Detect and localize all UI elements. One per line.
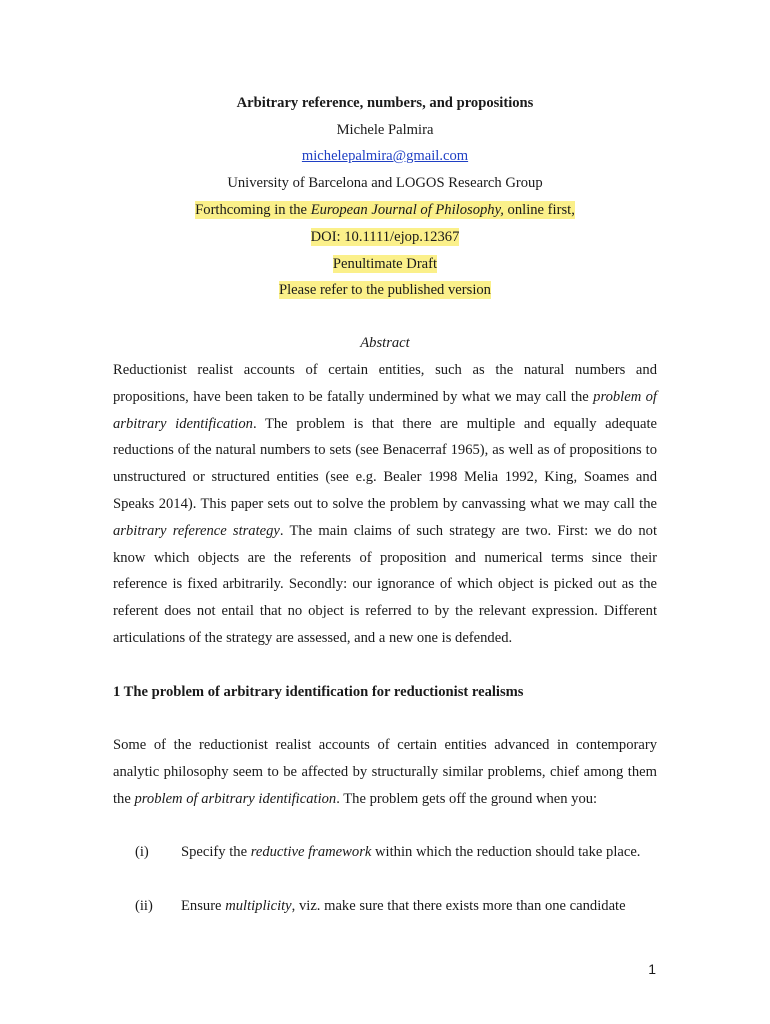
affiliation: University of Barcelona and LOGOS Research Group — [227, 175, 543, 191]
forthcoming-line — [0, 201, 770, 219]
draft-note: Penultimate Draft — [332, 256, 438, 272]
doi: DOI: 10.1111/ejop.12367 — [310, 229, 460, 245]
list-item-post: within which the reduction should take place. — [371, 844, 641, 860]
section-emphasis: problem of arbitrary identification — [134, 790, 337, 807]
list-item-number: (i) — [135, 844, 149, 860]
list-item-number: (ii) — [135, 898, 153, 914]
journal-name: European Journal of Philosophy, — [310, 202, 504, 218]
forthcoming-prefix: Forthcoming in the — [195, 202, 311, 218]
list-item-text — [181, 893, 657, 920]
abstract-text-3: . The main claims of such strategy are two. First: we do not know which objects are the referents of proposition and numerical terms since their reference is fixed arbitrarily. Secondly: our ignorance of which object is picked out as the referent does not entail that no object is referred to by the relevant expression. Different articulations of the strategy are assessed, and a new one is defended. — [113, 522, 658, 646]
list-item-pre: Ensure — [181, 898, 226, 914]
list-item-emphasis: reductive framework — [250, 844, 372, 860]
paper-title: Arbitrary reference, numbers, and propositions — [236, 95, 534, 111]
abstract-text-2: . The problem is that there are multiple and equally adequate reductions of the natural numbers to sets (see Benacerraf 1965), as well as of propositions to unstructured or structured entities (see e.g. Bealer 1998 Melia 1992, King, Soames and Speaks 2014). This paper sets out to solve the problem by canvassing what we may call the — [113, 415, 657, 512]
abstract-text-1: Reductionist realist accounts of certain entities, such as the natural numbers and propositions, have been taken to be fatally undermined by what we may call the — [113, 362, 657, 405]
author-email-line — [0, 147, 770, 165]
abstract-heading: Abstract — [360, 335, 410, 351]
forthcoming-highlight — [195, 201, 575, 219]
author-email-link[interactable]: michelepalmira@gmail.com — [301, 148, 469, 164]
list-item-pre: Specify the — [181, 844, 251, 860]
list-item-post: , viz. make sure that there exists more than one candidate — [291, 898, 626, 914]
section-heading: 1 The problem of arbitrary identification for reductionist realisms — [113, 684, 524, 700]
section-paragraph — [113, 732, 657, 812]
forthcoming-suffix: online first, — [503, 202, 575, 218]
section-text-2: . The problem gets off the ground when you: — [336, 790, 598, 807]
draft-note-line — [0, 255, 770, 273]
abstract-paragraph — [113, 357, 657, 652]
doi-line — [0, 228, 770, 246]
section-text-1: Some of the reductionist realist accounts of certain entities advanced in contemporary analytic philosophy seem to be affected by structurally similar problems, chief among them the — [113, 737, 657, 807]
refer-note-line — [0, 281, 770, 299]
refer-note: Please refer to the published version — [279, 282, 491, 298]
list-item-emphasis: multiplicity — [225, 898, 292, 914]
list-item-text — [181, 839, 657, 866]
abstract-emphasis-1: problem of arbitrary identification — [113, 388, 657, 432]
abstract-emphasis-2: arbitrary reference strategy — [113, 522, 280, 539]
page-number: 1 — [648, 961, 656, 977]
author-name: Michele Palmira — [336, 122, 434, 138]
